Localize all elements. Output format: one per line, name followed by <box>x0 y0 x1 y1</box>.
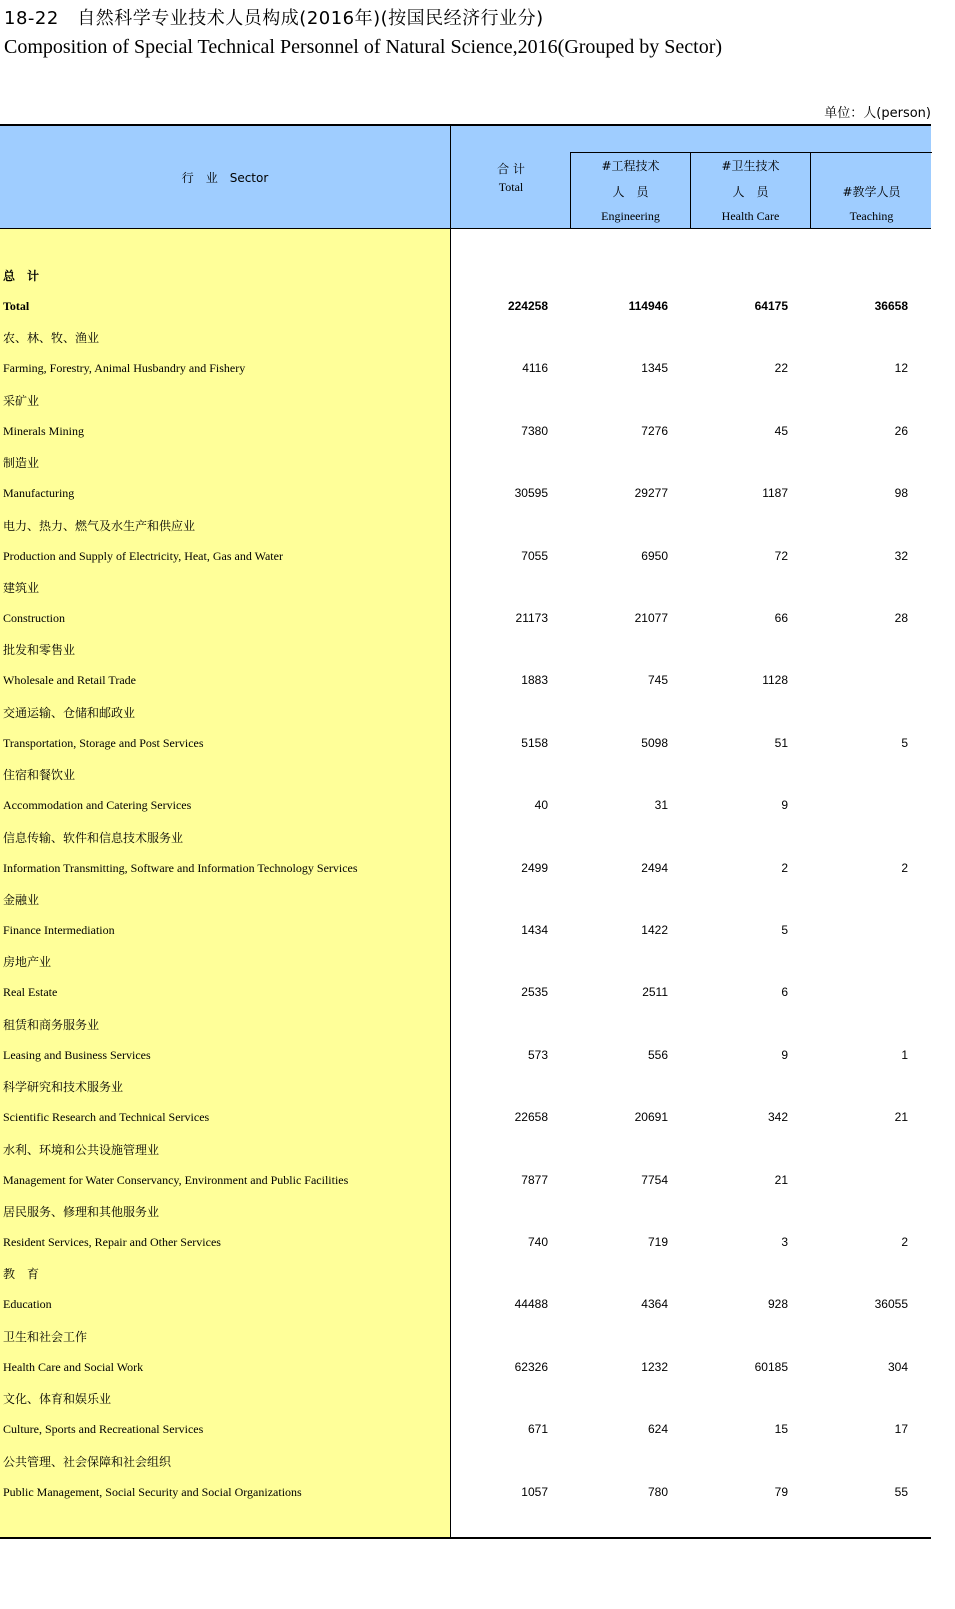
cell-eng: 556 <box>647 1048 668 1062</box>
cell-eng: 31 <box>654 798 668 812</box>
cell-total: 30595 <box>514 486 548 500</box>
cell-teach: 304 <box>887 1360 908 1374</box>
cell-teach: 21 <box>894 1110 908 1124</box>
cell-teach: 17 <box>894 1422 908 1436</box>
cell-eng: 1422 <box>641 923 668 937</box>
cell-total: 40 <box>534 798 548 812</box>
header-teaching-en: Teaching <box>849 209 894 223</box>
header-total <box>450 126 571 228</box>
row-label-cn: 文化、体育和娱乐业 <box>3 1392 112 1406</box>
row-label-en: Accommodation and Catering Services <box>3 798 192 812</box>
row-label-en: Resident Services, Repair and Other Services <box>3 1235 221 1249</box>
row-label-cn: 信息传输、软件和信息技术服务业 <box>3 831 184 845</box>
header-sector-label: 行 业 Sector <box>181 170 269 185</box>
cell-teach: 28 <box>894 611 908 625</box>
cell-health: 21 <box>774 1173 788 1187</box>
cell-eng: 5098 <box>641 736 668 750</box>
page-title-en: Composition of Special Technical Personnel of Natural Science,2016(Grouped by Sector) <box>4 36 723 58</box>
cell-eng: 719 <box>647 1235 668 1249</box>
cell-teach: 1 <box>901 1048 908 1062</box>
page-title-cn: 18-22 自然科学专业技术人员构成(2016年)(按国民经济行业分) <box>4 8 544 29</box>
row-label-en: Leasing and Business Services <box>3 1048 151 1062</box>
cell-total: 1883 <box>521 673 548 687</box>
cell-health: 15 <box>774 1422 788 1436</box>
cell-health: 66 <box>774 611 788 625</box>
row-label-cn: 水利、环境和公共设施管理业 <box>3 1143 160 1157</box>
cell-teach: 98 <box>894 486 908 500</box>
cell-health: 64175 <box>754 299 788 313</box>
row-label-cn: 建筑业 <box>3 581 40 595</box>
header-health <box>690 152 810 228</box>
row-label-en: Scientific Research and Technical Services <box>3 1110 210 1124</box>
cell-teach: 12 <box>894 361 908 375</box>
cell-total: 224258 <box>507 299 548 313</box>
cell-health: 3 <box>781 1235 788 1249</box>
cell-total: 22658 <box>514 1110 548 1124</box>
header-engineering-cn2: 人 员 <box>612 185 649 199</box>
cell-total: 671 <box>527 1422 548 1436</box>
row-label-cn: 公共管理、社会保障和社会组织 <box>3 1455 172 1469</box>
row-label-en: Finance Intermediation <box>3 923 115 937</box>
cell-eng: 4364 <box>641 1297 668 1311</box>
cell-eng: 7754 <box>641 1173 668 1187</box>
header-health-cn2: 人 员 <box>732 185 769 199</box>
row-label-en: Wholesale and Retail Trade <box>3 673 136 687</box>
row-label-en: Health Care and Social Work <box>3 1360 144 1374</box>
cell-teach: 2 <box>901 1235 908 1249</box>
row-label-cn: 住宿和餐饮业 <box>3 768 76 782</box>
row-label-cn: 农、林、牧、渔业 <box>3 331 100 345</box>
cell-total: 2535 <box>521 985 548 999</box>
data-table <box>0 124 931 1539</box>
cell-eng: 780 <box>647 1485 668 1499</box>
row-label-cn: 批发和零售业 <box>3 643 76 657</box>
header-sector <box>0 126 450 228</box>
cell-health: 1128 <box>762 673 788 687</box>
cell-health: 6 <box>781 985 788 999</box>
row-label-cn: 房地产业 <box>3 955 52 969</box>
cell-total: 21173 <box>515 611 548 625</box>
cell-health: 342 <box>767 1110 788 1124</box>
cell-eng: 6950 <box>641 549 668 563</box>
cell-total: 573 <box>527 1048 548 1062</box>
cell-health: 22 <box>774 361 788 375</box>
row-label-en: Management for Water Conservancy, Environment and Public Facilities <box>3 1173 349 1187</box>
row-label-cn: 卫生和社会工作 <box>3 1330 88 1344</box>
row-label-en: Farming, Forestry, Animal Husbandry and Fishery <box>3 361 246 375</box>
row-label-cn: 交通运输、仓储和邮政业 <box>3 706 136 720</box>
row-label-cn: 租赁和商务服务业 <box>3 1018 100 1032</box>
row-label-cn: 居民服务、修理和其他服务业 <box>3 1205 160 1219</box>
cell-total: 7055 <box>521 549 548 563</box>
row-label-en: Manufacturing <box>3 486 75 500</box>
cell-total: 44488 <box>514 1297 548 1311</box>
cell-eng: 1232 <box>641 1360 668 1374</box>
cell-eng: 20691 <box>634 1110 668 1124</box>
header-teaching-cn: #教学人员 <box>842 185 901 199</box>
unit-label: 单位：人(person) <box>824 106 931 121</box>
cell-eng: 29277 <box>634 486 668 500</box>
cell-total: 740 <box>527 1235 548 1249</box>
cell-health: 5 <box>781 923 788 937</box>
row-label-en: Transportation, Storage and Post Services <box>3 736 204 750</box>
row-label-en: Total <box>3 299 30 313</box>
cell-eng: 114946 <box>628 299 668 313</box>
cell-total: 1434 <box>521 923 548 937</box>
cell-teach: 36055 <box>874 1297 908 1311</box>
cell-teach: 5 <box>901 736 908 750</box>
header-health-cn1: #卫生技术 <box>721 159 780 173</box>
row-label-en: Production and Supply of Electricity, Heat, Gas and Water <box>3 549 283 563</box>
row-label-en: Minerals Mining <box>3 424 84 438</box>
cell-total: 2499 <box>521 861 548 875</box>
header-total-en: Total <box>498 180 524 194</box>
row-label-en: Culture, Sports and Recreational Services <box>3 1422 204 1436</box>
row-label-cn: 教 育 <box>3 1267 40 1281</box>
row-label-en: Construction <box>3 611 65 625</box>
cell-health: 928 <box>767 1297 788 1311</box>
table-header <box>0 124 931 229</box>
cell-teach: 2 <box>901 861 908 875</box>
cell-teach: 32 <box>894 549 908 563</box>
cell-eng: 624 <box>647 1422 668 1436</box>
cell-teach: 26 <box>894 424 908 438</box>
cell-health: 9 <box>781 1048 788 1062</box>
cell-health: 9 <box>781 798 788 812</box>
cell-health: 2 <box>781 861 788 875</box>
row-label-cn: 金融业 <box>3 893 40 907</box>
header-engineering-cn1: #工程技术 <box>601 159 660 173</box>
row-label-cn: 科学研究和技术服务业 <box>3 1080 124 1094</box>
cell-health: 72 <box>774 549 788 563</box>
cell-health: 51 <box>774 736 788 750</box>
table-body <box>0 229 931 1539</box>
header-health-en: Health Care <box>721 209 780 223</box>
cell-eng: 2494 <box>641 861 668 875</box>
row-label-en: Information Transmitting, Software and Information Technology Services <box>3 861 358 875</box>
cell-total: 62326 <box>514 1360 548 1374</box>
header-teaching <box>810 152 932 228</box>
row-label-en: Education <box>3 1297 52 1311</box>
cell-teach: 36658 <box>874 299 908 313</box>
cell-health: 45 <box>774 424 788 438</box>
row-label-cn: 电力、热力、燃气及水生产和供应业 <box>3 519 196 533</box>
header-total-cn: 合 计 <box>497 162 525 176</box>
row-label-cn: 采矿业 <box>3 394 40 408</box>
cell-health: 79 <box>774 1485 788 1499</box>
cell-eng: 2511 <box>642 985 668 999</box>
cell-eng: 1345 <box>641 361 668 375</box>
row-label-cn: 制造业 <box>3 456 40 470</box>
cell-health: 1187 <box>762 486 788 500</box>
cell-total: 5158 <box>521 736 548 750</box>
header-engineering <box>570 152 690 228</box>
row-label-en: Public Management, Social Security and Social Organizations <box>3 1485 302 1499</box>
row-label-cn: 总 计 <box>3 269 40 283</box>
row-label-en: Real Estate <box>3 985 58 999</box>
cell-total: 4116 <box>522 361 548 375</box>
cell-teach: 55 <box>894 1485 908 1499</box>
cell-eng: 7276 <box>641 424 668 438</box>
cell-eng: 21077 <box>634 611 668 625</box>
header-engineering-en: Engineering <box>601 209 660 223</box>
cell-health: 60185 <box>754 1360 788 1374</box>
cell-total: 1057 <box>521 1485 548 1499</box>
cell-total: 7877 <box>521 1173 548 1187</box>
cell-total: 7380 <box>521 424 548 438</box>
cell-eng: 745 <box>647 673 668 687</box>
